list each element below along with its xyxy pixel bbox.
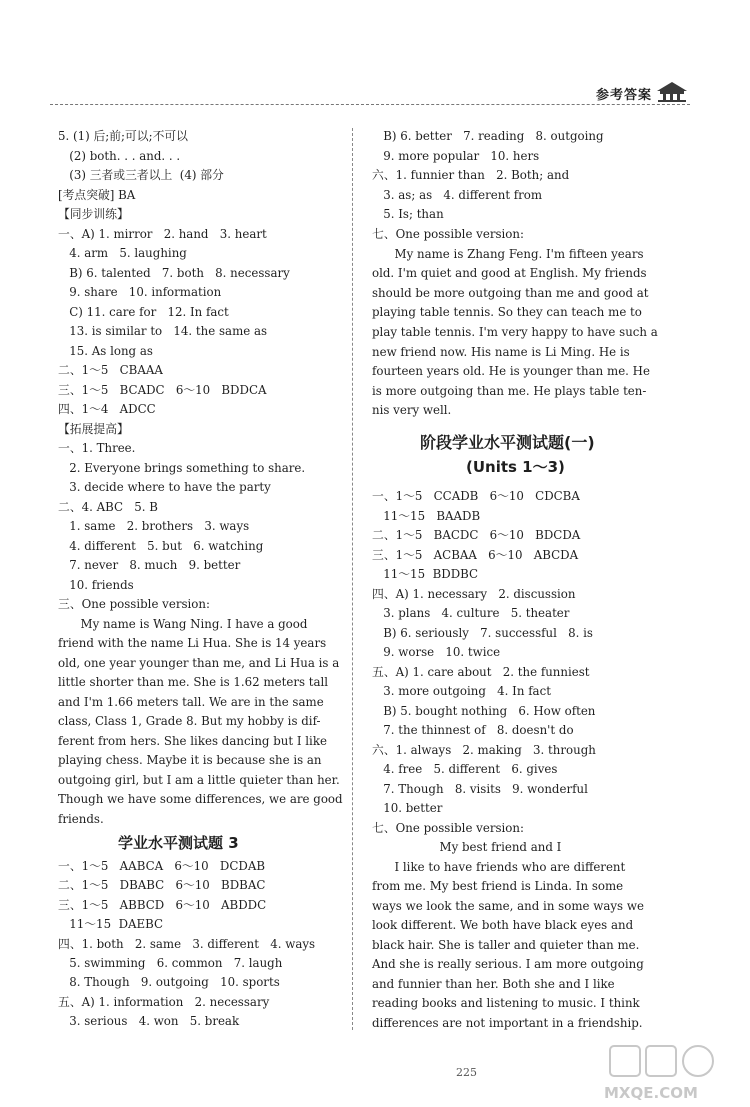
text-line: (2) both. . . and. . . — [58, 148, 181, 163]
text-line: ferent from hers. She likes dancing but I like — [58, 733, 327, 748]
text-line: 4. different 5. but 6. watching — [58, 538, 264, 553]
text-line: 3. decide where to have the party — [58, 480, 271, 494]
text-line: playing table tennis. So they can teach me to — [372, 305, 642, 320]
text-line: 一、1～5 AABCA 6～10 DCDAB — [58, 859, 266, 873]
text-line: 三、1～5 BCADC 6～10 BDDCA — [58, 382, 267, 397]
text-line: is more outgoing than me. He plays table ten- — [372, 383, 647, 398]
text-line: play table tennis. I'm very happy to have such a — [372, 325, 658, 339]
right-section-title: 阶段学业水平测试题(一) — [420, 433, 595, 452]
text-line: 四、1. both 2. same 3. different 4. ways — [58, 936, 316, 951]
text-line: 二、4. ABC 5. B — [58, 499, 158, 514]
text-line: 5. Is; than — [372, 207, 444, 222]
text-line: 3. as; as 4. different from — [372, 187, 543, 202]
text-line: and funnier than her. Both she and I like — [372, 976, 615, 991]
text-line: 5. swimming 6. common 7. laugh — [58, 956, 283, 970]
text-line: 11～15 DAEBC — [58, 917, 164, 932]
text-line: 二、1～5 CBAAA — [58, 363, 163, 377]
text-line: new friend now. His name is Li Ming. He is — [372, 344, 630, 359]
left-section-title: 学业水平测试题 3 — [118, 834, 239, 852]
text-line: 10. better — [372, 801, 443, 815]
text-line: 二、1～5 BACDC 6～10 BDCDA — [372, 528, 581, 542]
text-line: 8. Though 9. outgoing 10. sports — [58, 975, 280, 990]
page-number: 225 — [456, 1066, 477, 1079]
text-line: I like to have friends who are different — [372, 859, 626, 874]
text-line: And she is really serious. I am more outgoing — [372, 957, 644, 971]
text-line: nis very well. — [372, 403, 452, 418]
text-line: playing chess. Maybe it is because she is an — [58, 753, 322, 767]
text-line: 11～15 BAADB — [372, 508, 481, 523]
text-line: 六、1. funnier than 2. Both; and — [372, 168, 570, 183]
text-line: differences are not important in a friendship. — [372, 1015, 643, 1030]
header-rule — [50, 104, 690, 105]
text-line: My name is Wang Ning. I have a good — [58, 616, 308, 631]
text-line: friend with the name Li Hua. She is 14 years — [58, 636, 327, 650]
text-line: 四、A) 1. necessary 2. discussion — [372, 586, 576, 601]
text-line: (3) 三者或三者以上 (4) 部分 — [58, 168, 224, 182]
text-line: 3. more outgoing 4. In fact — [372, 684, 551, 698]
text-line: 3. serious 4. won 5. break — [58, 1014, 240, 1029]
text-line: 9. worse 10. twice — [372, 645, 501, 659]
text-line: 三、1～5 ACBAA 6～10 ABCDA — [372, 547, 579, 562]
text-line: 一、1～5 CCADB 6～10 CDCBA — [372, 489, 580, 503]
text-line: My name is Zhang Feng. I'm fifteen years — [372, 246, 644, 261]
text-line: 1. same 2. brothers 3. ways — [58, 519, 250, 533]
svg-text:MXQE.COM: MXQE.COM — [604, 1084, 698, 1102]
text-line: should be more outgoing than me and good at — [372, 285, 649, 300]
text-line: 【拓展提高】 — [58, 421, 129, 436]
text-line: 9. share 10. information — [58, 285, 222, 299]
text-line: 10. friends — [58, 577, 134, 592]
text-line: 9. more popular 10. hers — [372, 148, 540, 163]
text-line: 七、One possible version: — [372, 227, 524, 241]
text-line: 7. never 8. much 9. better — [58, 558, 241, 572]
text-line: 5. (1) 后;前;可以;不可以 — [58, 129, 188, 143]
column-divider — [352, 128, 353, 1030]
text-line: 7. the thinnest of 8. doesn't do — [372, 723, 574, 737]
right-section-subtitle: (Units 1～3) — [466, 458, 565, 476]
text-line: 15. As long as — [58, 343, 153, 358]
text-line: old, one year younger than me, and Li Hua is a — [58, 655, 340, 670]
text-line: 一、A) 1. mirror 2. hand 3. heart — [58, 226, 267, 241]
text-line: 11～15 BDDBC — [372, 567, 479, 581]
text-line: C) 11. care for 12. In fact — [58, 304, 229, 319]
text-line: friends. — [58, 811, 104, 826]
text-line: 六、1. always 2. making 3. through — [372, 742, 596, 757]
text-line: 2. Everyone brings something to share. — [58, 460, 306, 475]
text-line: fourteen years old. He is younger than me. He — [372, 364, 650, 379]
text-line: little shorter than me. She is 1.62 meters tall — [58, 675, 329, 689]
text-line: 五、A) 1. care about 2. the funniest — [372, 664, 590, 679]
text-line: 【同步训练】 — [58, 207, 129, 221]
text-line: B) 6. seriously 7. successful 8. is — [372, 625, 593, 640]
text-line: 3. plans 4. culture 5. theater — [372, 606, 570, 620]
text-line: 4. free 5. different 6. gives — [372, 762, 558, 776]
text-line: Though we have some differences, we are good — [58, 792, 343, 806]
header-title: 参考答案 — [596, 88, 653, 103]
text-line: 七、One possible version: — [372, 820, 524, 835]
text-line: 13. is similar to 14. the same as — [58, 324, 268, 338]
text-line: [考点突破] BA — [58, 187, 136, 202]
text-line: from me. My best friend is Linda. In some — [372, 879, 624, 893]
text-line: 四、1～4 ADCC — [58, 402, 156, 416]
text-line: black hair. She is taller and quieter than me. — [372, 937, 640, 952]
text-line: reading books and listening to music. I think — [372, 996, 640, 1010]
text-line: B) 6. better 7. reading 8. outgoing — [372, 129, 604, 143]
text-line: class, Class 1, Grade 8. But my hobby is dif- — [58, 714, 321, 728]
text-line: B) 6. talented 7. both 8. necessary — [58, 265, 290, 280]
text-line: B) 5. bought nothing 6. How often — [372, 703, 596, 718]
text-line: 4. arm 5. laughing — [58, 246, 187, 260]
text-line: 三、One possible version: — [58, 597, 210, 611]
text-line: old. I'm quiet and good at English. My friends — [372, 266, 647, 281]
text-line: 7. Though 8. visits 9. wonderful — [372, 781, 588, 796]
text-line: 二、1～5 DBABC 6～10 BDBAC — [58, 878, 266, 893]
text-line: 一、1. Three. — [58, 441, 136, 455]
text-line: 五、A) 1. information 2. necessary — [58, 994, 270, 1009]
text-line: outgoing girl, but I am a little quieter than her. — [58, 772, 340, 787]
text-line: 三、1～5 ABBCD 6～10 ABDDC — [58, 897, 267, 912]
text-line: ways we look the same, and in some ways we — [372, 898, 644, 913]
watermark-logo — [590, 1040, 740, 1105]
text-line: and I'm 1.66 meters tall. We are in the same — [58, 694, 324, 709]
text-line: look different. We both have black eyes and — [372, 918, 634, 932]
building-icon — [655, 80, 689, 102]
text-line: My best friend and I — [372, 840, 562, 854]
